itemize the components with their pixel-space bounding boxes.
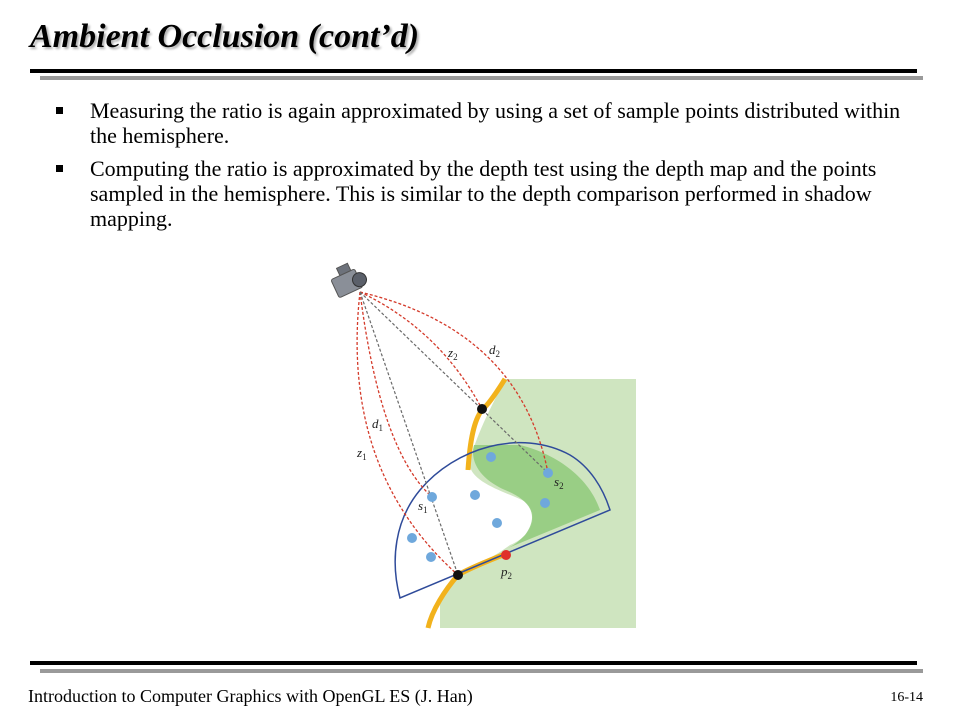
- bullet-text: Measuring the ratio is again approximated by using a set of sample points distributed within the hemisphere.: [90, 98, 901, 148]
- label-s2: $s_2$: [554, 474, 564, 491]
- label-z2: $z_2$: [448, 345, 458, 362]
- footer-rule-black: [30, 661, 917, 665]
- footer-course-title: Introduction to Computer Graphics with OpenGL ES (J. Han): [28, 686, 473, 706]
- surface-point-p2: [501, 550, 511, 560]
- bullet-item: [54, 156, 914, 231]
- camera-icon: [327, 259, 369, 298]
- slide-title: Ambient Occlusion (cont’d): [30, 18, 420, 55]
- label-d1: $d_1$: [372, 416, 383, 433]
- title-rule-gray: [40, 76, 923, 80]
- ambient-occlusion-diagram: [320, 258, 650, 633]
- surface-point-upper: [477, 404, 487, 414]
- label-s1: $s_1$: [418, 498, 428, 515]
- bullet-square-icon: [56, 107, 63, 114]
- bullet-list: [54, 98, 914, 239]
- title-rule-black: [30, 69, 917, 73]
- bullet-square-icon: [56, 165, 63, 172]
- label-p2: $p_2$: [501, 564, 512, 581]
- label-z1: $z_1$: [357, 445, 367, 462]
- label-d2: $d_2$: [489, 342, 500, 359]
- bullet-text: Computing the ratio is approximated by the depth test using the depth map and the points sampled in the hemisphere. This is similar to the depth comparison performed in shadow mapping.: [90, 156, 877, 231]
- footer-rule-gray: [40, 669, 923, 673]
- bullet-item: [54, 98, 914, 148]
- surface-point-p: [453, 570, 463, 580]
- page-number: 16-14: [890, 690, 923, 705]
